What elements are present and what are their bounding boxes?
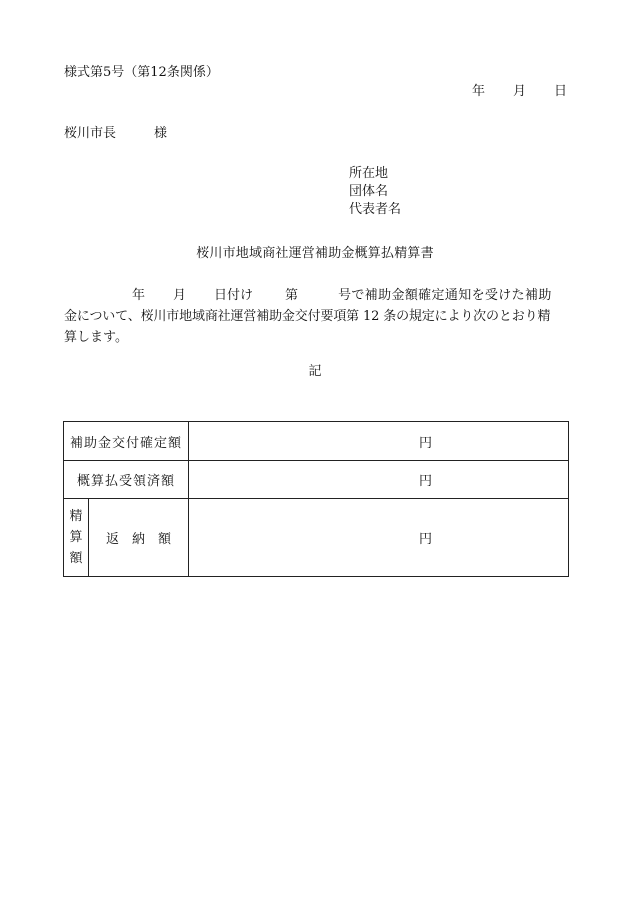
settlement-char-2: 算 bbox=[69, 530, 83, 545]
body-text bbox=[64, 285, 568, 348]
form-number: 様式第5号（第12条関係） bbox=[64, 65, 219, 80]
applicant-representative-label: 代表者名 bbox=[349, 202, 402, 217]
date-month: 月 bbox=[513, 84, 527, 99]
addressee bbox=[64, 126, 167, 142]
row-unit-confirmed: 円 bbox=[189, 422, 569, 461]
row-unit-refund: 円 bbox=[189, 499, 569, 577]
amount-table bbox=[63, 421, 569, 577]
table-row bbox=[64, 499, 569, 577]
body-line1-tail: 号で補助金額確定通知を受けた補助 bbox=[338, 288, 552, 303]
body-line-3: 算します。 bbox=[64, 330, 128, 345]
date-day: 日 bbox=[554, 84, 568, 99]
applicant-block bbox=[349, 165, 401, 219]
body-no-prefix: 第 bbox=[285, 288, 299, 303]
applicant-address-label: 所在地 bbox=[349, 166, 389, 181]
table-row bbox=[64, 461, 569, 499]
table-row bbox=[64, 422, 569, 461]
body-line-1 bbox=[64, 285, 568, 306]
row-label-refund: 返 納 額 bbox=[89, 499, 189, 577]
body-day-suffix: 日付け bbox=[214, 288, 254, 303]
row-unit-received: 円 bbox=[189, 461, 569, 499]
settlement-char-3: 額 bbox=[69, 551, 83, 566]
document-title: 桜川市地域商社運営補助金概算払精算書 bbox=[196, 246, 434, 261]
date-line bbox=[472, 84, 567, 100]
row-label-confirmed: 補助金交付確定額 bbox=[64, 422, 189, 461]
settlement-char-1: 精 bbox=[69, 509, 83, 524]
date-year: 年 bbox=[472, 84, 486, 99]
row-label-received: 概算払受領済額 bbox=[64, 461, 189, 499]
body-line-2: 金について、桜川市地域商社運営補助金交付要項第 12 条の規定により次のとおり精 bbox=[64, 309, 551, 324]
ki-heading: 記 bbox=[308, 364, 322, 379]
body-month: 月 bbox=[173, 288, 187, 303]
applicant-org-label: 団体名 bbox=[349, 184, 389, 199]
addressee-honorific: 様 bbox=[154, 126, 168, 141]
body-year: 年 bbox=[132, 288, 146, 303]
settlement-group-label bbox=[64, 499, 89, 577]
addressee-name: 桜川市長 bbox=[64, 126, 117, 141]
